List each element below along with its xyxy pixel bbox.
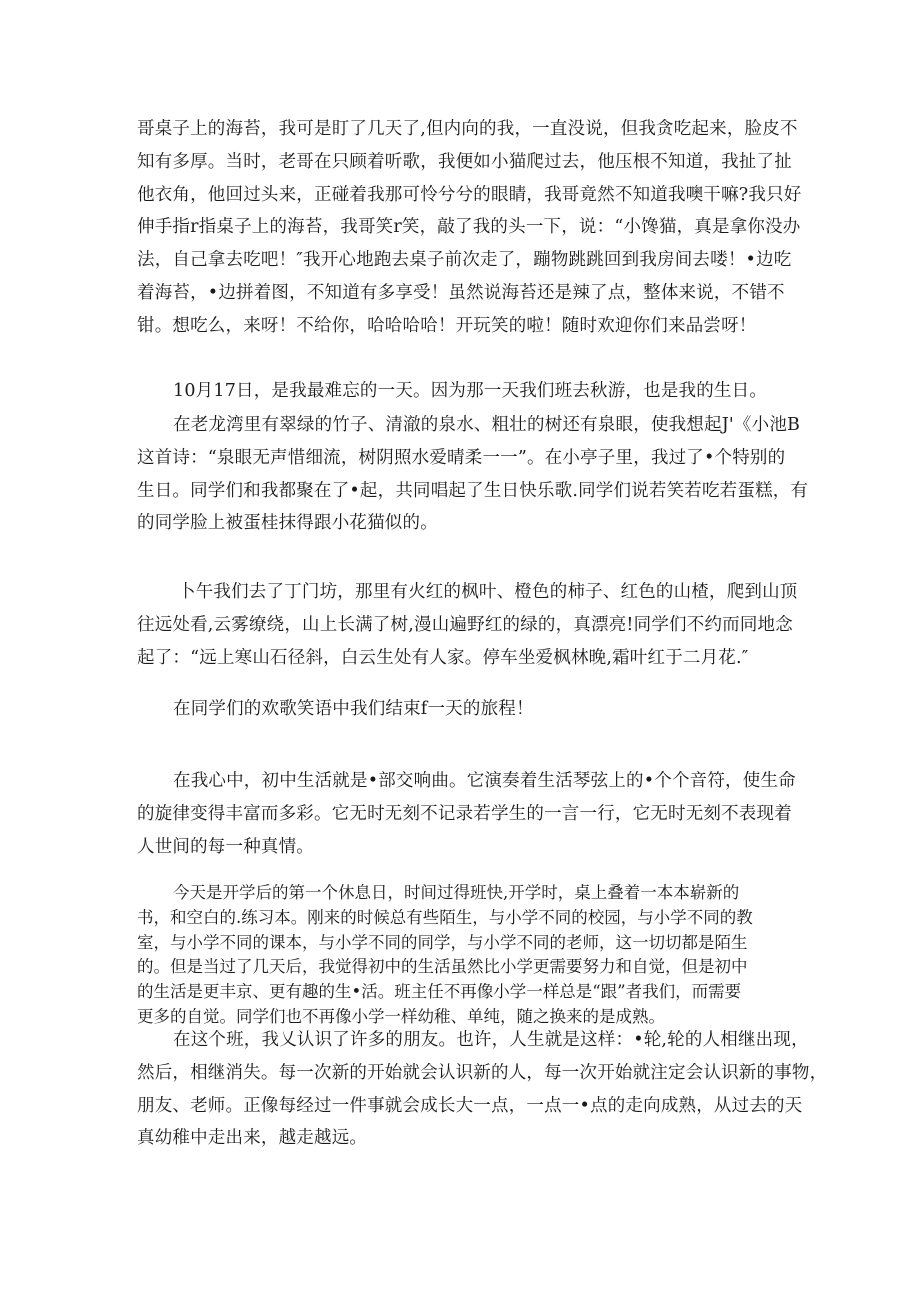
paragraph-afternoon [137,576,798,674]
text-line: 在我心中，初中生活就是•部交响曲。它演奏着生活琴弦上的•个个音符，使生命 [173,771,796,791]
text-line: 在同学们的欢歌笑语中我们结束f一天的旅程！ [173,699,534,719]
text-line: 法，自己拿去吃吧！″我开心地跑去桌子前次走了，蹦物跳跳回到我房间去喽！•边吃 [137,250,792,271]
text-line: 人世间的每一种真情。 [137,836,314,857]
text-line: 卜午我们去了丁门坊，那里有火红的枫叶、橙色的柿子、红色的山楂，爬到山顶 [178,582,798,602]
text-line: 10月17日，是我最难忘的一天。因为那一天我们班去秋游，也是我的生日。 [173,381,768,401]
text-line: 的生活是更丰京、更有趣的生•活。班主任不再像小学一样总是“跟”者我们，而需要 [137,982,742,1002]
text-line: 书，和空白的.练习本。刚来的时候总有些陌生，与小学不同的校园，与小学不同的教 [137,907,753,927]
paragraph-date [137,375,777,408]
text-line: 他衣角，他回过头来，正碰着我那可怜兮兮的眼睛，我哥竟然不知道我噢干嘛?我只好 [137,184,802,205]
text-line: 然后，相继消失。每一次新的开始就会认识新的人，每一次开始就注定会认识新的事物， [137,1062,828,1083]
paragraph-trip-end [137,693,777,726]
text-line: 往远处看,云雾缭绕，山上长满了树,漫山遍野红的绿的，真漂亮!同学们不约而同地念 [137,614,793,635]
text-line: 这首诗：“泉眼无声惜细流，树阴照水爱晴柔一一”。在小亭子里，我过了•个特别的 [137,447,786,468]
text-line: 更多的自觉。同学们也不再像小学一样幼稚、单纯，随之换来的是成熟。 [137,1006,665,1026]
text-line: 生日。同学们和我都聚在了•起，共同唱起了生日快乐歌.同学们说若笑若吃若蛋糕，有 [137,480,809,501]
text-line: 起了：“远上寒山石径斜，白云生处有人家。停车坐爱枫林晚,霜叶红于二月花.″ [137,647,749,668]
text-line: 今天是开学后的第一个休息日，时间过得班快,开学时，桌上叠着一本本崭新的 [173,883,740,902]
paragraph-laolongwan [137,409,809,540]
text-line: 真幼稚中走出来，越走越远。 [137,1128,368,1149]
text-line: 室，与小学不同的课本，与小学不同的同学，与小学不同的老师，这一切切都是陌生 [137,932,748,952]
paragraph-symphony [137,765,796,863]
paragraph-new-friends [137,1024,828,1155]
text-line: 的同学脸上被蛋桂抹得跟小花猫似的。 [137,513,438,534]
text-line: 哥桌子上的海苔，我可是盯了几天了,但内向的我，一直没说，但我贪吃起来，脸皮不 [137,119,798,139]
text-line: 朋友、老师。正像每经过一件事就会成长大一点，一点一•点的走向成熟，从过去的天 [137,1095,803,1116]
text-line: 着海苔，•边拼着图，不知道有多享受！虽然说海苔还是辣了点，整体来说，不错不 [137,282,785,303]
paragraph-diary-3-end [137,113,802,343]
text-line: 伸手指r指桌子上的海苔，我哥笑r笑，敲了我的头一下，说：“小馋猫，真是拿你没办 [137,217,801,238]
text-line: 知有多厚。当时，老哥在只顾着听歌，我便如小猫爬过去，他压根不知道，我扯了扯 [137,151,792,172]
text-line: 在这个班，我乂认识了许多的朋友。也许，人生就是这样：•轮,轮的人相继出现， [173,1030,809,1050]
text-line: 的旋律变得丰富而多彩。它无时无刻不记录若学生的一言一行，它无时无刻不表现着 [137,803,792,824]
paragraph-first-rest-day [137,881,777,1030]
text-line: 在老龙湾里有翠绿的竹子、清澈的泉水、粗壮的树还有泉眼，使我想起J'《小池B [173,415,801,435]
text-line: 钳。想吃么，来呀！不给你，哈哈哈哈！开玩笑的啦！随时欢迎你们来品尝呀！ [137,315,757,336]
text-line: 的。但是当过了几天后，我觉得初中的生活虽然比小学更需要努力和自觉，但是初中 [137,957,748,977]
